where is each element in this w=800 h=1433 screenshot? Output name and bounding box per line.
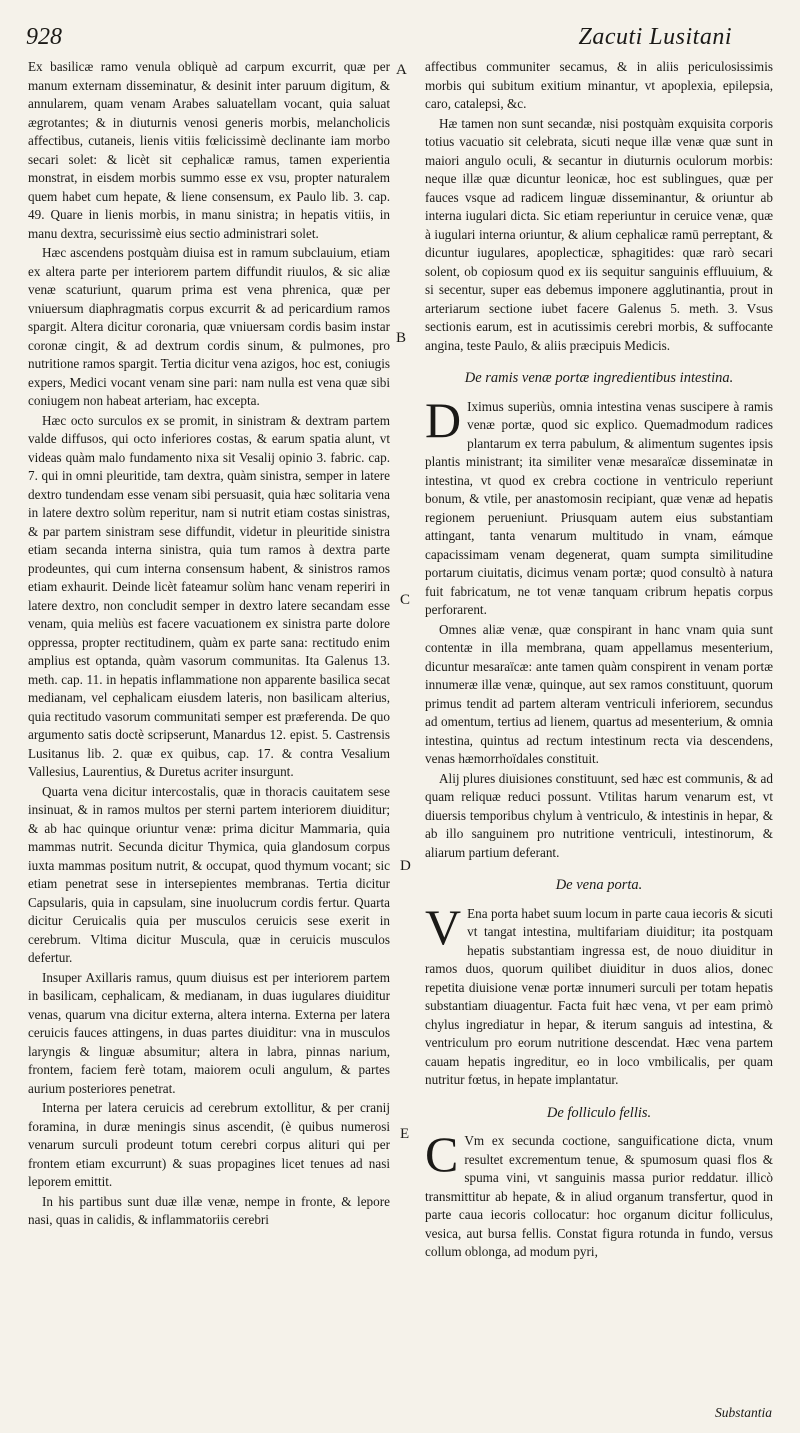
page-header	[18, 20, 766, 56]
drop-cap: D	[425, 391, 462, 448]
paragraph: Hæ tamen non sunt secandæ, nisi postquàm exquisita corporis totius vacuatio sit celebrata, sicuti neque illæ venæ quæ sunt in maiori angulo oculi, & secantur in diuturnis oculorum morbis: neque illæ quæ dicuntur leonicæ, hoc est sublingues, quæ per fauces vsque ad radicem linguæ disseminantur, & oriuntur ab interna iugulari dicta. Sic etiam reperiuntur in ceruice venæ, quæ à iugulari interna oriuntur, & alium cephalicæ ramū perreptant, & dicuntur iugulares, apoplecticæ, sphagitides: quæ rarò secari solent, ob copiosum quod ex iis sequitur sanguinis effluuium, & si secentur, super eas debemus imponere agglutinantia, prout in arteriarum sectione iubet facere Galenus 5. meth. 3. Vsus sectionis earum, est in acutissimis cerebri morbis, & suffocante angina, teste Paulo, & aliis præcipuis Medicis.	[425, 115, 773, 353]
paragraph-text: Ena porta habet suum locum in parte caua iecoris & sicuti vt tangat intestina, multifariam diuiditur; ita postquam hepatis substantiam ingressa est, de nouo diuiditur in ramos duos, quorum quilibet diuiditur in duos alios, donec repetita diuisione venæ portæ innumeri surculi per totam hepatis substantiam diuagentur. Facta fuit hæc vena, vt per eam primò chylus ingrediatur in hepar, & iterum sanguis ad intestina, & ventriculum pro eorum nutritione descendat. Hæc vena partem cauam hepatis ingreditur, eo in loco vmbilicalis, per quam nutritur fœtus, in hepate implantatur.	[425, 905, 773, 1087]
margin-letter-a: A	[396, 62, 407, 78]
paragraph	[425, 391, 773, 620]
paragraph: Hæc ascendens postquàm diuisa est in ramum subclauium, etiam ex altera parte per interiorem partem diffundit riuulos, & sic aliæ venæ scaturiunt, quarum prima est vena phrenica, quæ per vniuersum diaphragmatis corpus excurrit & ad pericardium ramos spargit. Altera dicitur coronaria, quæ vniuersam cordis basim instar coronæ cingit, & ad dextrum cordis sinum, & pulmones, pro nutritione ramos spargit. Tertia dicitur vena azigos, hoc est, coniugis expers, Medici vocant venam sine pari: nam nulla est vena quæ sibi coniugem non habeat arteriam, hac excepta.	[28, 245, 390, 408]
right-column	[425, 58, 773, 1262]
paragraph-text: Vm ex secunda coctione, sanguificatione dicta, vnum resultet excrementum tenue, & spumosum quasi flos & spuma vini, vt sanguinis massa purior reddatur. illicò transmittitur ab hepate, & in aliud organum transfertur, quod in parte caua iecoris collocatur: hoc organum dicitur folliculus, vesica, aut bursa fellis. Constat figura rotunda in fundo, versus collum oblonga, ad modum pyri,	[425, 1133, 773, 1259]
margin-letter-e: E	[400, 1126, 410, 1142]
margin-letter-b: B	[396, 330, 407, 346]
margin-letter-c: C	[400, 592, 411, 608]
page-number: 928	[26, 24, 62, 50]
paragraph	[425, 1126, 773, 1262]
catchword: Substantia	[714, 1405, 772, 1420]
paragraph: Insuper Axillaris ramus, quum diuisus est per interiorem partem in basilicam, cephalicam, & medianam, in duas iugulares diuiditur venas, quarum vna dicitur externa, altera interna. Externa per latera ceruicis fauces attingens, in duas partes diuiditur: vna in musculos laryngis & linguæ absumitur; altera in labra, pinnas narium, frontem, faciem ferè totam, maiorem oculi angulum, & partes aurium posteriores penetrat.	[28, 969, 390, 1096]
running-title: Zacuti Lusitani	[578, 24, 732, 50]
drop-cap: V	[425, 898, 462, 955]
paragraph: Interna per latera ceruicis ad cerebrum extollitur, & per cranij foramina, in duræ meningis sinus ascendit, (è quibus numerosi venarum surculi prodeunt totum cerebri corpus alituri qui per frontem etiam excurrunt) & suas propagines licet tenues ad nasi leporem emittit.	[28, 1100, 390, 1189]
paragraph: Quarta vena dicitur intercostalis, quæ in thoracis cauitatem sese insinuat, & in ramos multos per sterni partem interiorem diuiditur; & ab hac quinque oriuntur venæ: prima dicitur Mammaria, quia mammas nutrit. Secunda dicitur Thymica, quia glandosum corpus iuxta mammas positum nutrit, & occupat, quod thymum vocant; sic etiam penetrat sese in intersepientes membranas. Tertia dicitur Capsularis, quia in capsulam, sine inuolucrum cordis fertur. Quarta dicitur Ceruicalis quia per musculos ceruicis sese exerit in cerebrum. Vltima dicitur Muscula, quæ in ceruicis musculos defertur.	[28, 783, 390, 965]
drop-cap: C	[425, 1126, 459, 1182]
paragraph	[425, 898, 773, 1090]
paragraph: Alij plures diuisiones constituunt, sed hæc est communis, & ad quam reliquæ reduci possunt. Vtilitas harum venarum est, vt diuersis temporibus chylum à ventriculo, & intestinis in hepar, & ab illo sanguinem pro nutritione ventriculi, intestinorum, & aliarum partium deferant.	[425, 770, 773, 860]
section-heading: De ramis venæ portæ ingredientibus intestina.	[464, 370, 734, 386]
paragraph: Ex basilicæ ramo venula obliquè ad carpum excurrit, quæ per manum externam disseminatur, & desinit inter paruum digitum, & annularem, quam venam Arabes saluatellam vocant, quia saluat ægrotantes; & in diuturnis venosi generis morbis, melancholicis affectibus, cutaneis, lienis vitiis fœlicissimè declinante iam morbo secari solet: & licèt sit cephalicæ ramus, tamen experientia monstrat, in eisdem morbis summo esse ex vsu, propter naturalem quem habet cum hepate, & liene consensum, ex Paulo lib. 3. cap. 49. Quare in lienis morbis, in manu sinistra; in hepatis vitiis, in manu dextra, securissimè eius sectio administrari solet.	[28, 59, 390, 241]
paragraph: Hæc octo surculos ex se promit, in sinistram & dextram partem valde diffusos, qui octo inferiores costas, & earum spatia alunt, vt videas quàm malo fundamento nixa sit Vesalij opinio 3. fabric. cap. 7. qui in omni pleuritide, tam dextra, quàm sinistra, semper in latere dextro tundendam esse venam sibi persuasit, quia hæc solitaria vena in latere dextro solùm reperitur, nam si nutrit etiam costas sinistras, & par partem sinistram sese diffundit, videtur in pleuritide sinistra etiam secanda interna sinistra, quia tum ramos à dextra parte prodeuntes, qui cum interna consensum habent, & sinistros ramos etiam exhaurit. Deinde licèt fateamur solùm hanc venam reperiri in latere dextro, non concludit semper in dextro latere secandam esse venam, quia meliùs est facere vacuationem ex sinistra parte dolore oppressa, propter rectitudinem, quàm ex parte sana: rectitudo enim amplius est optanda, quàm vasorum communitas. Ita Galenus 13. meth. cap. 11. in hepatis inflammatione non apparente basilica secat medianam, vel cephalicam eiusdem lateris, non basilicam alterius, quia rectitudo vasorum communitati semper est præferenda. De quo argumento satis doctè scripserunt, Manardus 12. epist. 5. Castrensis Lusitanus lib. 2. quæ ex quibus, cap. 17. & contra Vesalium Vallesius, Laurentius, & Duretus acriter insurgunt.	[28, 412, 390, 779]
left-column	[28, 58, 390, 1230]
section-heading: De vena porta.	[555, 877, 643, 893]
paragraph: In his partibus sunt duæ illæ venæ, nempe in fronte, & lepore nasi, quas in calidis, & inflammatoriis cerebri	[28, 1193, 390, 1227]
paragraph-text: Iximus superiùs, omnia intestina venas suscipere à ramis venæ portæ, quod sic explico. Quemadmodum radices plantarum ex terra pabulum, & alimentum sugentes ipsis plantis ministrant; ita similiter venæ mesaraïcæ disseminatæ in intestina, vt quod ex crebra coctione in ventriculo reperiunt bonum, & vtile, per anastomosin recipiant, quæ venæ ad hepatis regionem perueniunt. Priusquam autem eius substantiam attingant, tanta venarum multitudo in vnam, eámque capacissimam venam degenerat, quam sumpta similitudine portarum ciuitatis, dicimus venam portæ; quod consultò à natura fuit fabricatum, ne tot venæ tanquam cribrum hepatis corpus perforarent.	[425, 398, 773, 617]
section-heading: De folliculo fellis.	[546, 1104, 652, 1121]
margin-letter-d: D	[400, 858, 411, 874]
paragraph: affectibus communiter secamus, & in aliis periculosissimis morbis qui subitum exitium minantur, vt apoplexia, epilepsia, caro, catalepsi, &c.	[425, 59, 773, 111]
paragraph: Omnes aliæ venæ, quæ conspirant in hanc vnam quia sunt contentæ in illa membrana, quam appellamus mesenterium, dicuntur mesaraïcæ: ante tamen quàm conspirent in venam portæ innumeræ illæ venæ, quinque, aut sex ramos constituunt, quorum primus tendit ad partem alteram ventriculi inferiorem, secundus ad omentum, tertius ad lienem, quartus ad mesenterium, & omnia intestina, quintus ad rectum intestinum recta via descendens, venas hæmorrhoïdales constituit.	[425, 621, 773, 766]
